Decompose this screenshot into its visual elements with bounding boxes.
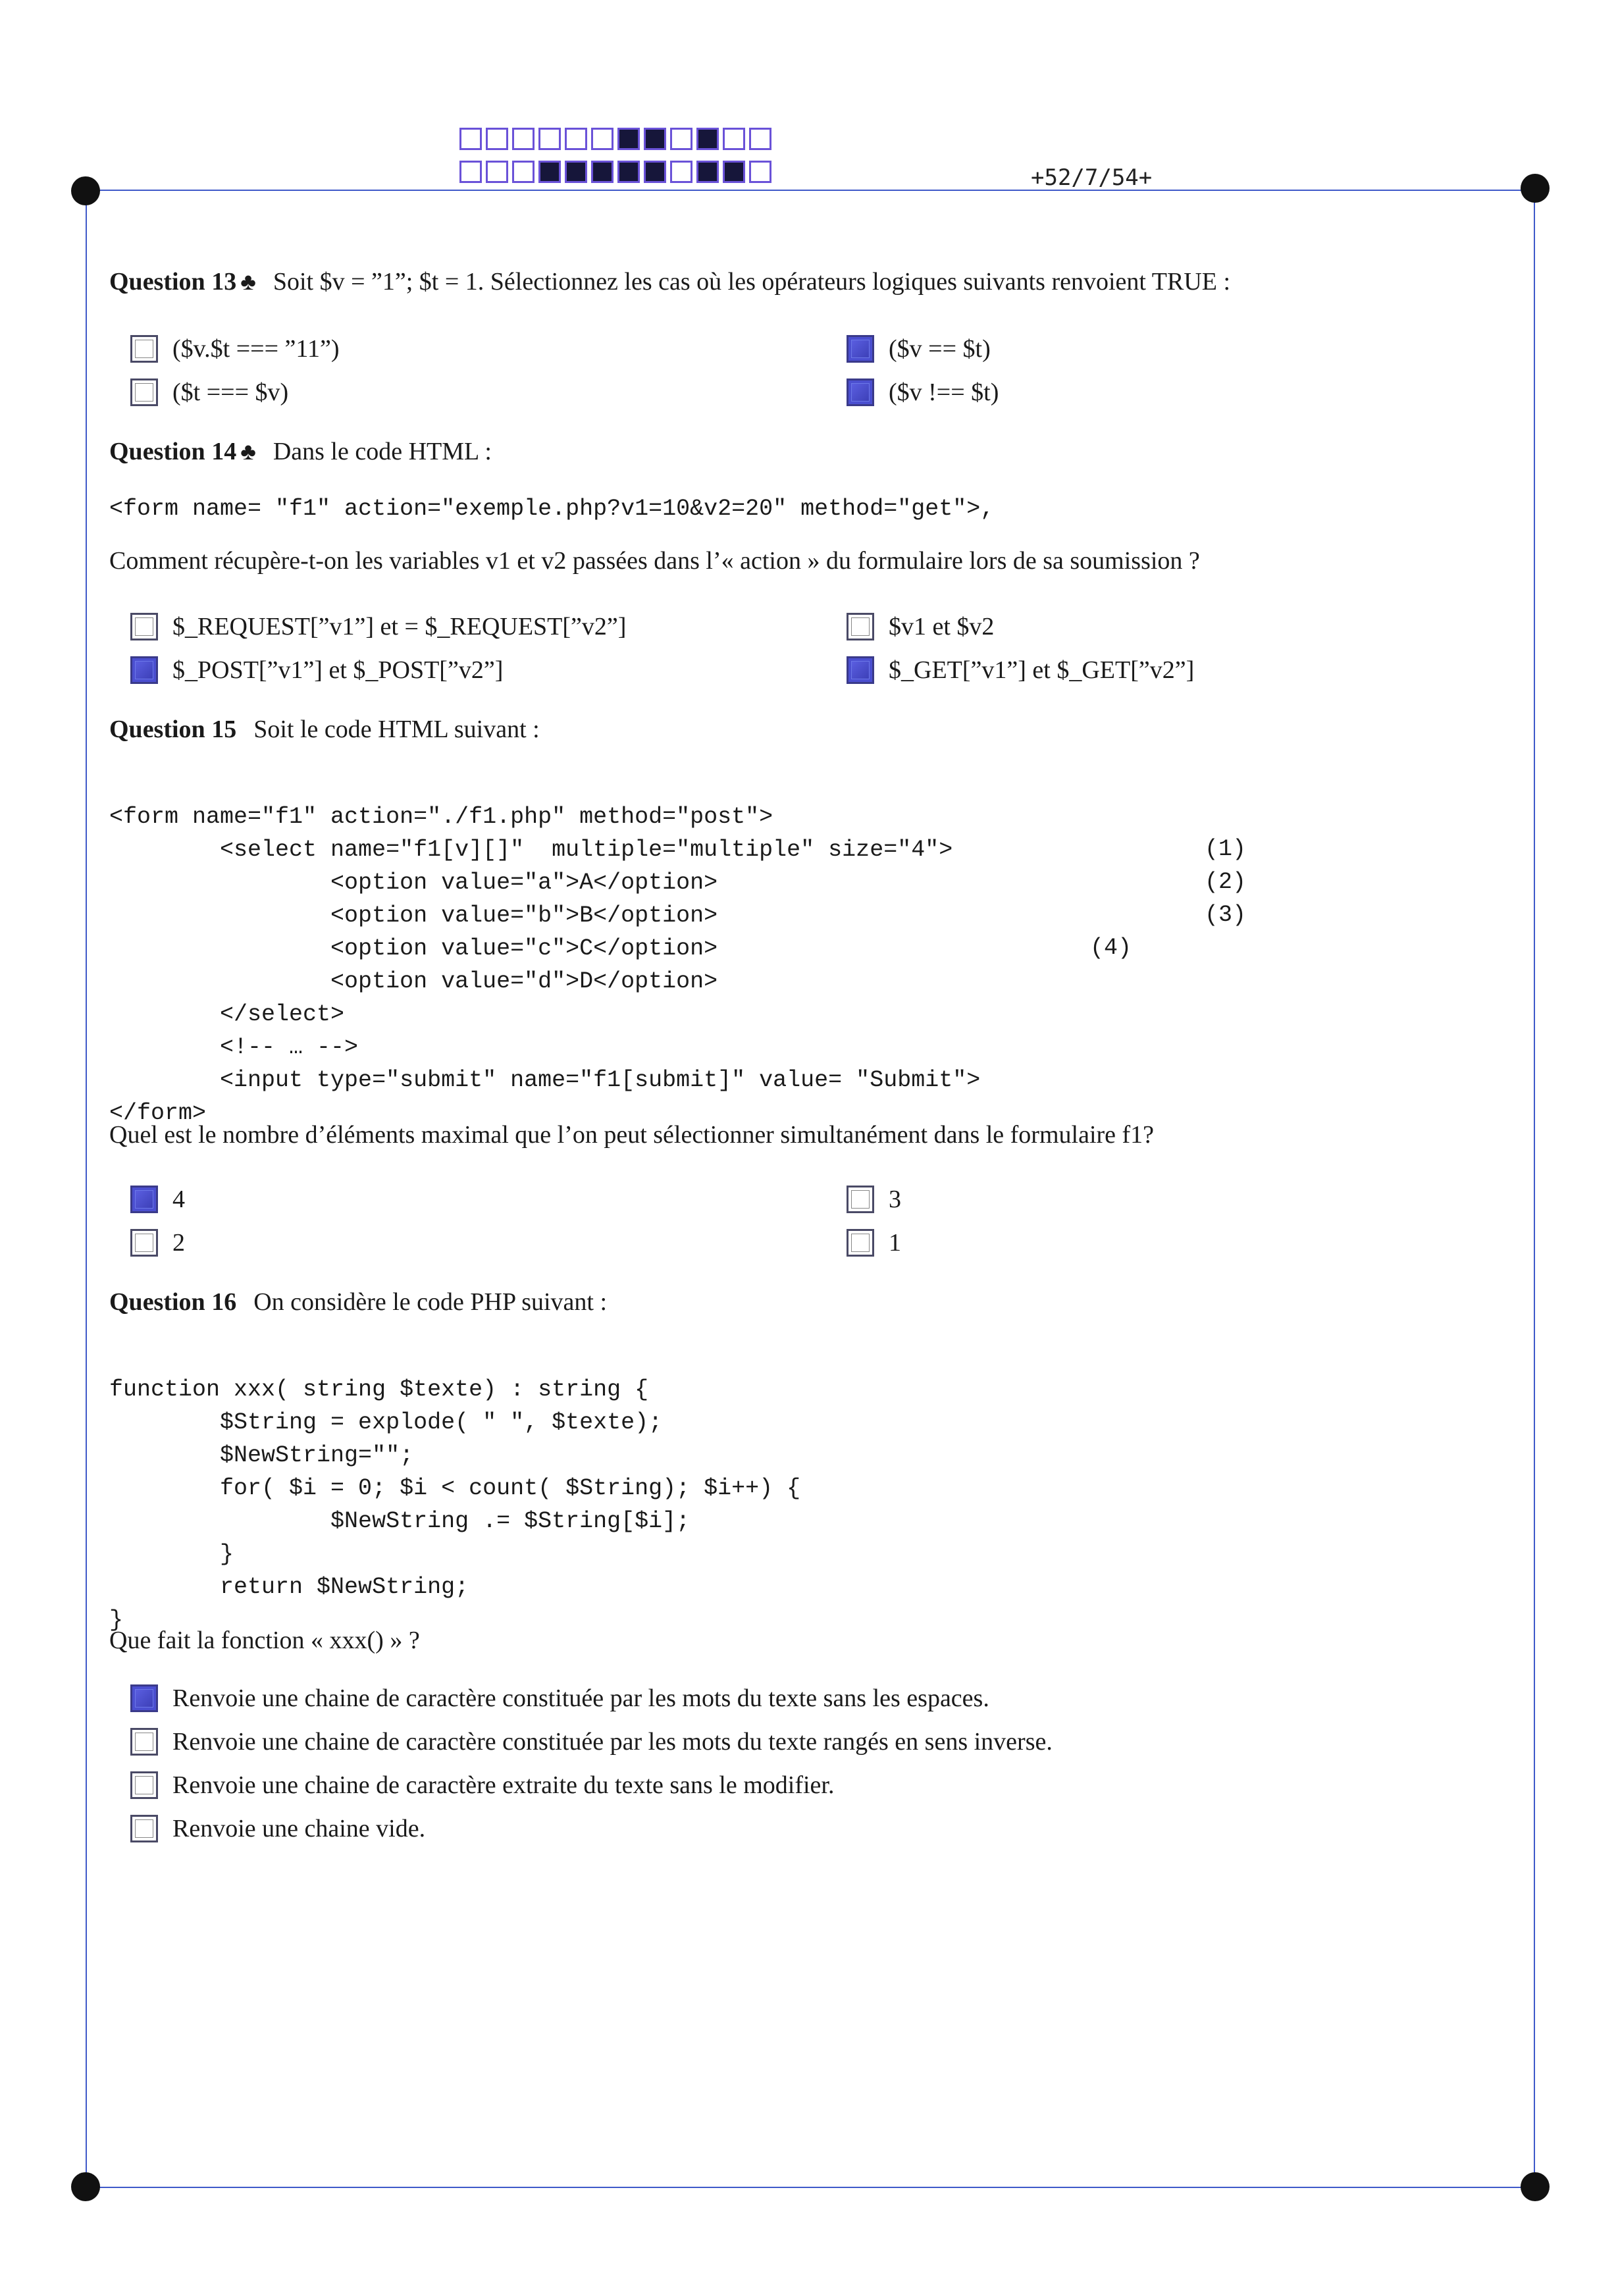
line-number-1: (1) bbox=[1205, 836, 1247, 862]
id-code-cell bbox=[644, 161, 666, 183]
id-code-cell bbox=[696, 128, 719, 150]
question-15-line bbox=[109, 715, 540, 744]
frame-top-line bbox=[86, 190, 1534, 191]
code-line: } bbox=[109, 1607, 124, 1633]
id-code-cell bbox=[538, 128, 561, 150]
choice-label: ($v !== $t) bbox=[889, 378, 999, 406]
checkbox[interactable] bbox=[130, 656, 158, 684]
id-code-cell bbox=[723, 161, 745, 183]
choice-label: $_GET[”v1”] et $_GET[”v2”] bbox=[889, 656, 1195, 684]
question-14-line bbox=[109, 437, 492, 466]
choice-label: $v1 et $v2 bbox=[889, 613, 995, 640]
code-line: $String = explode( " ", $texte); bbox=[109, 1409, 663, 1436]
q14-code: <form name= "f1" action="exemple.php?v1=10&v2=20" method="get">, bbox=[109, 496, 995, 522]
choice-label: 2 bbox=[172, 1229, 185, 1257]
id-code-cell bbox=[512, 161, 535, 183]
q14-choice-2[interactable] bbox=[130, 656, 503, 685]
code-line: <!-- … --> bbox=[109, 1034, 359, 1060]
code-line: <option value="d">D</option> bbox=[109, 968, 718, 995]
question-16-line bbox=[109, 1288, 607, 1317]
id-code-cell bbox=[591, 161, 613, 183]
choice-label: 4 bbox=[172, 1186, 185, 1213]
choice-label: 1 bbox=[889, 1229, 901, 1257]
id-code-cell bbox=[486, 128, 508, 150]
question-13-label: Question 13 bbox=[109, 268, 237, 296]
id-code-cell bbox=[459, 161, 482, 183]
code-line: for( $i = 0; $i < count( $String); $i++) { bbox=[109, 1475, 801, 1501]
code-line: <form name="f1" action="./f1.php" method="post"> bbox=[109, 804, 773, 830]
question-16-text: On considère le code PHP suivant : bbox=[253, 1288, 608, 1316]
checkbox[interactable] bbox=[847, 1229, 874, 1257]
frame-left-line bbox=[86, 190, 87, 2188]
checkbox[interactable] bbox=[130, 1771, 158, 1799]
id-code-cell bbox=[644, 128, 666, 150]
id-code-cell bbox=[670, 128, 692, 150]
q14-choice-4[interactable] bbox=[847, 656, 1194, 685]
q15-choice-3[interactable] bbox=[847, 1185, 901, 1214]
checkbox[interactable] bbox=[847, 1186, 874, 1213]
q15-question: Quel est le nombre d’éléments maximal que l’on peut sélectionner simultanément dans le formulaire f1? bbox=[109, 1121, 1155, 1149]
club-icon: ♣ bbox=[240, 269, 256, 295]
q13-choice-2[interactable] bbox=[130, 378, 288, 407]
choice-label: $_POST[”v1”] et $_POST[”v2”] bbox=[172, 656, 504, 684]
checkbox[interactable] bbox=[130, 1815, 158, 1842]
id-code-cell bbox=[749, 161, 771, 183]
id-code-cell bbox=[723, 128, 745, 150]
choice-label: Renvoie une chaine de caractère constituée par les mots du texte sans les espaces. bbox=[172, 1684, 989, 1712]
question-14-text: Dans le code HTML : bbox=[273, 438, 492, 465]
choice-label: Renvoie une chaine de caractère constituée par les mots du texte rangés en sens inverse. bbox=[172, 1728, 1053, 1756]
checkbox[interactable] bbox=[130, 1728, 158, 1756]
id-code-cell bbox=[696, 161, 719, 183]
q14-choice-3[interactable] bbox=[847, 612, 994, 641]
line-number-4: (4) bbox=[1090, 935, 1132, 961]
id-code-row-1 bbox=[459, 128, 775, 145]
code-line: return $NewString; bbox=[109, 1574, 469, 1600]
id-code-cell bbox=[459, 128, 482, 150]
q13-choice-3[interactable] bbox=[847, 334, 991, 363]
id-code-cell bbox=[565, 128, 587, 150]
corner-mark-bottom-left bbox=[71, 2172, 100, 2201]
q15-choice-2[interactable] bbox=[130, 1228, 185, 1257]
checkbox[interactable] bbox=[130, 378, 158, 406]
q16-choice-2[interactable] bbox=[130, 1727, 1053, 1756]
code-line: <option value="a">A</option> bbox=[109, 870, 718, 896]
frame-bottom-line bbox=[86, 2187, 1534, 2188]
checkbox[interactable] bbox=[130, 613, 158, 640]
id-code-cell bbox=[591, 128, 613, 150]
corner-mark-top-left bbox=[71, 176, 100, 205]
q14-choice-1[interactable] bbox=[130, 612, 626, 641]
id-code-cell bbox=[538, 161, 561, 183]
code-line: </form> bbox=[109, 1100, 207, 1126]
checkbox[interactable] bbox=[847, 656, 874, 684]
q16-choice-1[interactable] bbox=[130, 1684, 989, 1713]
q16-question: Que fait la fonction « xxx() » ? bbox=[109, 1627, 420, 1654]
code-line: <input type="submit" name="f1[submit]" value= "Submit"> bbox=[109, 1067, 981, 1093]
q13-choice-1[interactable] bbox=[130, 334, 340, 363]
checkbox[interactable] bbox=[847, 335, 874, 363]
q16-choice-3[interactable] bbox=[130, 1771, 834, 1800]
q15-choice-1[interactable] bbox=[130, 1185, 185, 1214]
q15-choice-4[interactable] bbox=[847, 1228, 901, 1257]
code-line: <option value="c">C</option> bbox=[109, 935, 718, 962]
q16-code-block bbox=[109, 1340, 800, 1669]
question-14-label: Question 14 bbox=[109, 438, 237, 465]
code-line: </select> bbox=[109, 1001, 345, 1028]
checkbox[interactable] bbox=[847, 613, 874, 640]
id-code-cell bbox=[512, 128, 535, 150]
id-code-cell bbox=[565, 161, 587, 183]
code-line: $NewString .= $String[$i]; bbox=[109, 1508, 691, 1534]
choice-label: $_REQUEST[”v1”] et = $_REQUEST[”v2”] bbox=[172, 613, 627, 640]
choice-label: Renvoie une chaine vide. bbox=[172, 1815, 426, 1842]
id-code-cell bbox=[617, 128, 640, 150]
line-number-3: (3) bbox=[1205, 902, 1247, 928]
corner-mark-top-right bbox=[1521, 174, 1550, 203]
checkbox[interactable] bbox=[130, 335, 158, 363]
question-16-label: Question 16 bbox=[109, 1288, 237, 1316]
page-code: +52/7/54+ bbox=[1031, 165, 1153, 191]
choice-label: ($t === $v) bbox=[172, 378, 289, 406]
checkbox[interactable] bbox=[130, 1229, 158, 1257]
frame-right-line bbox=[1534, 190, 1535, 2188]
q14-question: Comment récupère-t-on les variables v1 et v2 passées dans l’« action » du formulaire lors de sa soumission ? bbox=[109, 547, 1200, 575]
choice-label: Renvoie une chaine de caractère extraite du texte sans le modifier. bbox=[172, 1771, 835, 1799]
choice-label: ($v.$t === ”11”) bbox=[172, 335, 340, 363]
code-line: <option value="b">B</option> bbox=[109, 902, 718, 929]
id-code-cell bbox=[749, 128, 771, 150]
checkbox[interactable] bbox=[130, 1186, 158, 1213]
id-code-cell bbox=[670, 161, 692, 183]
code-line: <select name="f1[v][]" multiple="multiple" size="4"> bbox=[109, 837, 953, 863]
code-line: function xxx( string $texte) : string { bbox=[109, 1376, 649, 1403]
question-15-text: Soit le code HTML suivant : bbox=[253, 716, 540, 743]
question-13-line bbox=[109, 267, 1230, 296]
question-13-text: Soit $v = ”1”; $t = 1. Sélectionnez les cas où les opérateurs logiques suivants renvoient TRUE : bbox=[273, 268, 1231, 296]
q16-choice-4[interactable] bbox=[130, 1814, 425, 1843]
choice-label: 3 bbox=[889, 1186, 901, 1213]
code-line: } bbox=[109, 1541, 234, 1567]
id-code-cell bbox=[617, 161, 640, 183]
code-line: $NewString=""; bbox=[109, 1442, 414, 1469]
corner-mark-bottom-right bbox=[1521, 2172, 1550, 2201]
checkbox[interactable] bbox=[130, 1684, 158, 1712]
club-icon: ♣ bbox=[240, 438, 256, 465]
id-code-cell bbox=[486, 161, 508, 183]
checkbox[interactable] bbox=[847, 378, 874, 406]
question-15-label: Question 15 bbox=[109, 716, 237, 743]
q13-choice-4[interactable] bbox=[847, 378, 999, 407]
q15-code-block bbox=[109, 768, 980, 1162]
choice-label: ($v == $t) bbox=[889, 335, 991, 363]
line-number-2: (2) bbox=[1205, 869, 1247, 895]
id-code-row-2 bbox=[459, 161, 775, 178]
